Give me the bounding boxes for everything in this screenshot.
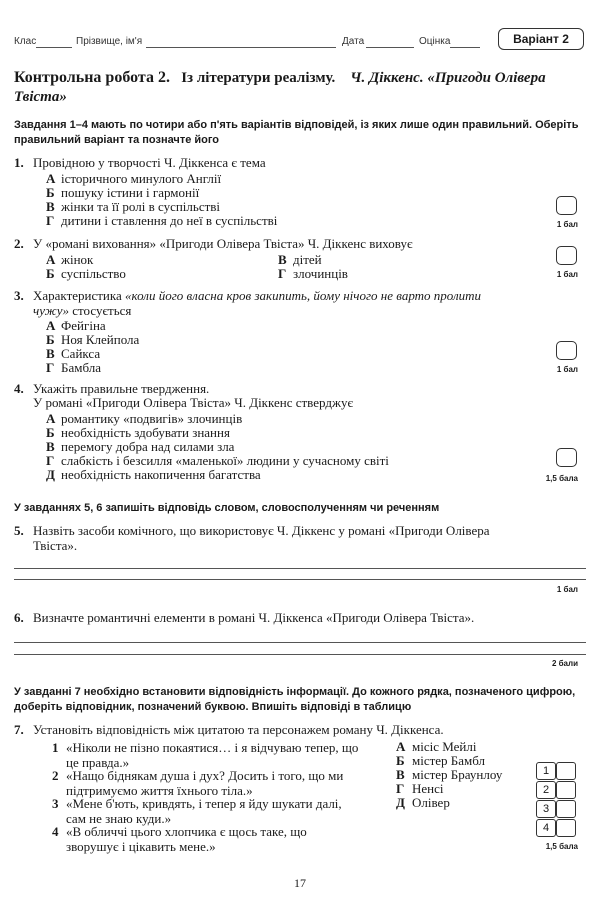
q2-points: 1 бал: [556, 270, 578, 279]
grid-answer-cell-1[interactable]: [556, 762, 576, 780]
question-text: [33, 288, 513, 318]
q6-answer-line-1[interactable]: [14, 642, 586, 643]
q4-points: 1,5 бала: [545, 474, 578, 483]
question-text: Назвіть засоби комічного, що використовує Ч. Діккенс у романі «Пригоди Олівера Твіста».: [33, 523, 490, 553]
option-letter: Б: [46, 332, 55, 347]
question-number: 4.: [14, 381, 24, 396]
class-label: Клас: [14, 36, 37, 47]
question-number: 1.: [14, 155, 24, 170]
page-title: [14, 68, 586, 107]
option-letter: Г: [46, 453, 55, 468]
option-letter: А: [46, 252, 56, 267]
instruction-1-4: Завдання 1–4 мають по чотири або п'ять варіантів відповідей, із яких лише один правильний. Оберіть правильний варіант та позначте його: [14, 119, 579, 146]
title-topic: Ч. Діккенс. «Пригоди Олівера Твіста»: [14, 70, 546, 105]
answer-text: містер Браунлоу: [412, 767, 503, 782]
question-number: 6.: [14, 610, 24, 625]
quote-text: «Нащо біднякам душа і дух? Досить і того, що ми підтримуємо життя їхнього тіла.»: [66, 768, 344, 798]
name-label: Прізвище, ім'я: [76, 36, 143, 47]
class-field[interactable]: [36, 47, 72, 48]
option-text: жінки та її ролі в суспільстві: [61, 199, 221, 214]
answer-text: місіс Мейлі: [412, 739, 477, 754]
page-number: 17: [294, 876, 306, 890]
option-text: романтику «подвигів» злочинців: [61, 411, 243, 426]
answer-letter: Д: [396, 795, 405, 810]
date-label: Дата: [342, 36, 365, 47]
option-text: історичного минулого Англії: [61, 171, 222, 186]
variant-badge: Варіант 2: [498, 28, 584, 50]
option-text: суспільство: [61, 266, 126, 281]
option-text: злочинців: [293, 266, 348, 281]
option-letter: Б: [46, 266, 55, 281]
q6-points: 2 бали: [551, 659, 578, 668]
quote-number: 3: [52, 796, 59, 811]
q1-points: 1 бал: [556, 220, 578, 229]
option-letter: Д: [46, 467, 55, 482]
option-text: жінок: [61, 252, 94, 267]
answer-text: Ненсі: [412, 781, 444, 796]
question-number: 7.: [14, 722, 24, 737]
option-letter: А: [46, 411, 56, 426]
question-text-post: стосується: [69, 303, 132, 318]
answer-letter: Г: [396, 781, 405, 796]
q3-answer-box[interactable]: [556, 341, 577, 360]
question-number: 3.: [14, 288, 24, 303]
quote-number: 1: [52, 740, 59, 755]
quote-text: «Ніколи не пізно покаятися… і я відчуваю тепер, що це правда.»: [66, 740, 359, 770]
score-field[interactable]: [450, 47, 480, 48]
name-field[interactable]: [146, 47, 336, 48]
option-text: Ноя Клейпола: [61, 332, 140, 347]
q3-points: 1 бал: [556, 365, 578, 374]
q6-answer-line-2[interactable]: [14, 654, 586, 655]
quote-text: «Мене б'ють, кривдять, і тепер я йду шукати далі, сам не знаю куди.»: [66, 796, 342, 826]
question-number: 5.: [14, 523, 24, 538]
option-letter: В: [278, 252, 287, 267]
grid-answer-cell-2[interactable]: [556, 781, 576, 799]
question-text: У «романі виховання» «Пригоди Олівера Твіста» Ч. Діккенс виховує: [33, 236, 413, 251]
q2-answer-box[interactable]: [556, 246, 577, 265]
q5-answer-line-1[interactable]: [14, 568, 586, 569]
instruction-5-6: У завданнях 5, 6 запишіть відповідь словом, словосполученням чи реченням: [14, 502, 440, 514]
option-text: Бамбла: [61, 360, 102, 375]
question-text: Визначте романтичні елементи в романі Ч. Діккенса «Пригоди Олівера Твіста».: [33, 610, 475, 625]
option-letter: А: [46, 318, 56, 333]
question-number: 2.: [14, 236, 24, 251]
title-subject: Із літератури реалізму.: [181, 70, 336, 86]
question-text: Провідною у творчості Ч. Діккенса є тема: [33, 155, 266, 170]
q4-answer-box[interactable]: [556, 448, 577, 467]
option-letter: Г: [46, 360, 55, 375]
q5-points: 1 бал: [556, 585, 578, 594]
question-text-line2: У романі «Пригоди Олівера Твіста» Ч. Діккенс стверджує: [33, 395, 354, 410]
instruction-7: У завданні 7 необхідно встановити відповідність інформації. До кожного рядка, позначеного цифрою, доберіть відповідник, позначений буквою. Впишіть відповіді в таблицю: [14, 686, 576, 713]
grid-answer-cell-4[interactable]: [556, 819, 576, 837]
option-text: слабкість і безсилля «маленької» людини у сучасному світі: [61, 453, 389, 468]
answer-letter: Б: [396, 753, 405, 768]
answer-letter: В: [396, 767, 405, 782]
option-text: Фейгіна: [61, 318, 106, 333]
answer-letter: А: [396, 739, 406, 754]
q7-points: 1,5 бала: [545, 842, 578, 851]
option-text: пошуку істини і гармонії: [61, 185, 200, 200]
title-work: Контрольна робота 2.: [14, 69, 170, 86]
option-letter: Б: [46, 185, 55, 200]
option-text: дитини і ставлення до неї в суспільстві: [61, 213, 278, 228]
option-letter: В: [46, 346, 55, 361]
option-text: перемогу добра над силами зла: [61, 439, 235, 454]
grid-answer-cell-3[interactable]: [556, 800, 576, 818]
score-label: Оцінка: [419, 36, 451, 47]
question-quote: «коли його власна кров закипить, йому нічого не варто пролити чужу»: [33, 288, 482, 318]
grid-row-label: 4: [536, 819, 556, 837]
option-letter: Г: [46, 213, 55, 228]
quote-number: 4: [52, 824, 59, 839]
option-text: необхідність накопичення багатства: [61, 467, 261, 482]
question-text-line1: Укажіть правильне твердження.: [33, 381, 210, 396]
option-letter: Г: [278, 266, 287, 281]
q5-answer-line-2[interactable]: [14, 579, 586, 580]
question-text-pre: Характеристика: [33, 288, 126, 303]
grid-row-label: 1: [536, 762, 556, 780]
grid-row-label: 3: [536, 800, 556, 818]
answer-text: містер Бамбл: [412, 753, 486, 768]
answer-text: Олівер: [412, 795, 450, 810]
option-letter: В: [46, 439, 55, 454]
option-letter: А: [46, 171, 56, 186]
option-text: дітей: [293, 252, 322, 267]
q1-answer-box[interactable]: [556, 196, 577, 215]
option-text: Сайкса: [61, 346, 101, 361]
option-text: необхідність здобувати знання: [61, 425, 230, 440]
date-field[interactable]: [366, 47, 414, 48]
question-text: Установіть відповідність між цитатою та персонажем роману Ч. Діккенса.: [33, 722, 444, 737]
grid-row-label: 2: [536, 781, 556, 799]
option-letter: В: [46, 199, 55, 214]
quote-number: 2: [52, 768, 59, 783]
quote-text: «В обличчі цього хлопчика є щось таке, що зворушує і цікавить мене.»: [66, 824, 307, 854]
option-letter: Б: [46, 425, 55, 440]
